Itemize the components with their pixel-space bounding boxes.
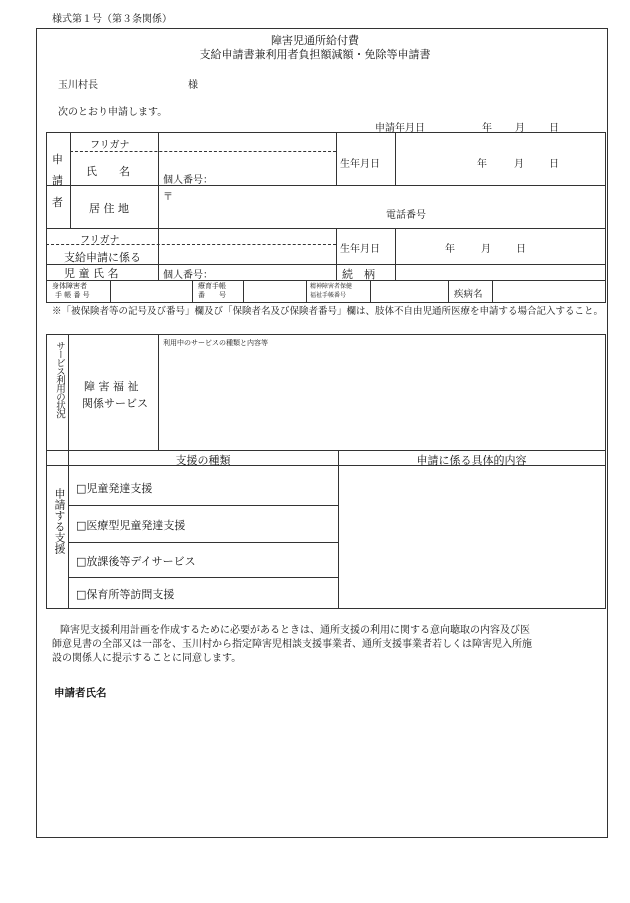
child-birth-day: 日 <box>516 244 526 255</box>
service-status-side-label: サービス利用の状況 <box>54 341 65 418</box>
child-label-line1: 支給申請に係る <box>64 251 141 264</box>
applicant-signature-label: 申請者氏名 <box>54 687 107 699</box>
applicant-birth-month: 月 <box>514 159 524 170</box>
applicant-my-number-label: 個人番号： <box>163 175 213 186</box>
child-birth-label: 生年月日 <box>340 244 380 255</box>
consent-line2: 師意見書の全部又は一部を、玉川村から指定障害児相談支援事業者、通所支援事業者若しくは障害児入所施 <box>52 639 532 650</box>
service-label-line2: 関係サービス <box>82 397 148 410</box>
application-date-day: 日 <box>549 123 559 134</box>
child-my-number-label: 個人番号： <box>163 270 213 281</box>
support-option-medical-child-development[interactable]: □医療型児童発達支援 <box>76 519 186 532</box>
disease-label: 疾病名 <box>454 289 483 300</box>
applicant-birth-year: 年 <box>477 159 487 170</box>
child-furigana-label: フリガナ <box>80 235 120 246</box>
service-content-header: 利用中のサービスの種類と内容等 <box>163 339 268 347</box>
applicant-birth-day: 日 <box>549 159 559 170</box>
relation-label: 続 柄 <box>342 268 375 281</box>
form-title-line2: 支給申請書兼利用者負担額減額・免除等申請書 <box>199 48 431 61</box>
phone-label: 電話番号 <box>386 210 426 221</box>
mental-cert-label-2: 福祉手帳番号 <box>310 292 347 299</box>
applicant-furigana-label: フリガナ <box>90 140 130 151</box>
applicant-birth-label: 生年月日 <box>340 159 380 170</box>
child-label-line2: 児 童 氏 名 <box>64 267 119 280</box>
child-birth-month: 月 <box>481 244 491 255</box>
applicant-side-char-2: 請 <box>52 174 63 187</box>
support-side-label: 申請する支援 <box>53 488 66 554</box>
ryoiku-cert-label-1: 療育手帳 <box>198 282 226 290</box>
addressee-name: 玉川村長 <box>58 80 98 91</box>
child-birth-year: 年 <box>445 244 455 255</box>
application-date-year: 年 <box>482 123 492 134</box>
disability-cert-label-1: 身体障害者 <box>52 282 87 290</box>
service-label-line1: 障 害 福 祉 <box>84 380 139 393</box>
application-date-label: 申請年月日 <box>375 123 425 134</box>
applicant-name-label: 氏 名 <box>86 165 130 178</box>
consent-line3: 設の関係人に提示することに同意します。 <box>52 653 242 664</box>
application-date-month: 月 <box>515 123 525 134</box>
support-type-header: 支援の種類 <box>175 454 231 467</box>
form-title-line1: 障害児通所給付費 <box>271 34 359 47</box>
support-content-header: 申請に係る具体的内容 <box>416 454 527 467</box>
addressee-honorific: 様 <box>188 80 198 91</box>
intro-text: 次のとおり申請します。 <box>58 107 168 118</box>
applicant-side-char-1: 申 <box>52 153 63 166</box>
address-label: 居 住 地 <box>89 202 129 215</box>
applicant-side-char-3: 者 <box>52 196 63 209</box>
consent-line1: 障害児支援利用計画を作成するために必要があるときは、通所支援の利用に関する意向聴取の内容及び医 <box>60 625 530 636</box>
postal-mark: 〒 <box>163 192 173 203</box>
support-option-nursery-visit-support[interactable]: □保育所等訪問支援 <box>76 588 175 601</box>
support-option-after-school-day-service[interactable]: □放課後等デイサービス <box>76 555 196 568</box>
note-text: ※「被保険者等の記号及び番号」欄及び「保険者名及び保険者番号」欄は、肢体不自由児通所医療を申請する場合記入すること。 <box>52 306 604 317</box>
support-option-child-development[interactable]: □児童発達支援 <box>76 482 153 495</box>
disability-cert-label-2: 手 帳 番 号 <box>55 291 90 299</box>
ryoiku-cert-label-2: 番 号 <box>198 291 226 299</box>
mental-cert-label-1: 精神障害者保健 <box>310 283 353 290</box>
form-number-label: 様式第１号（第３条関係） <box>52 14 172 25</box>
